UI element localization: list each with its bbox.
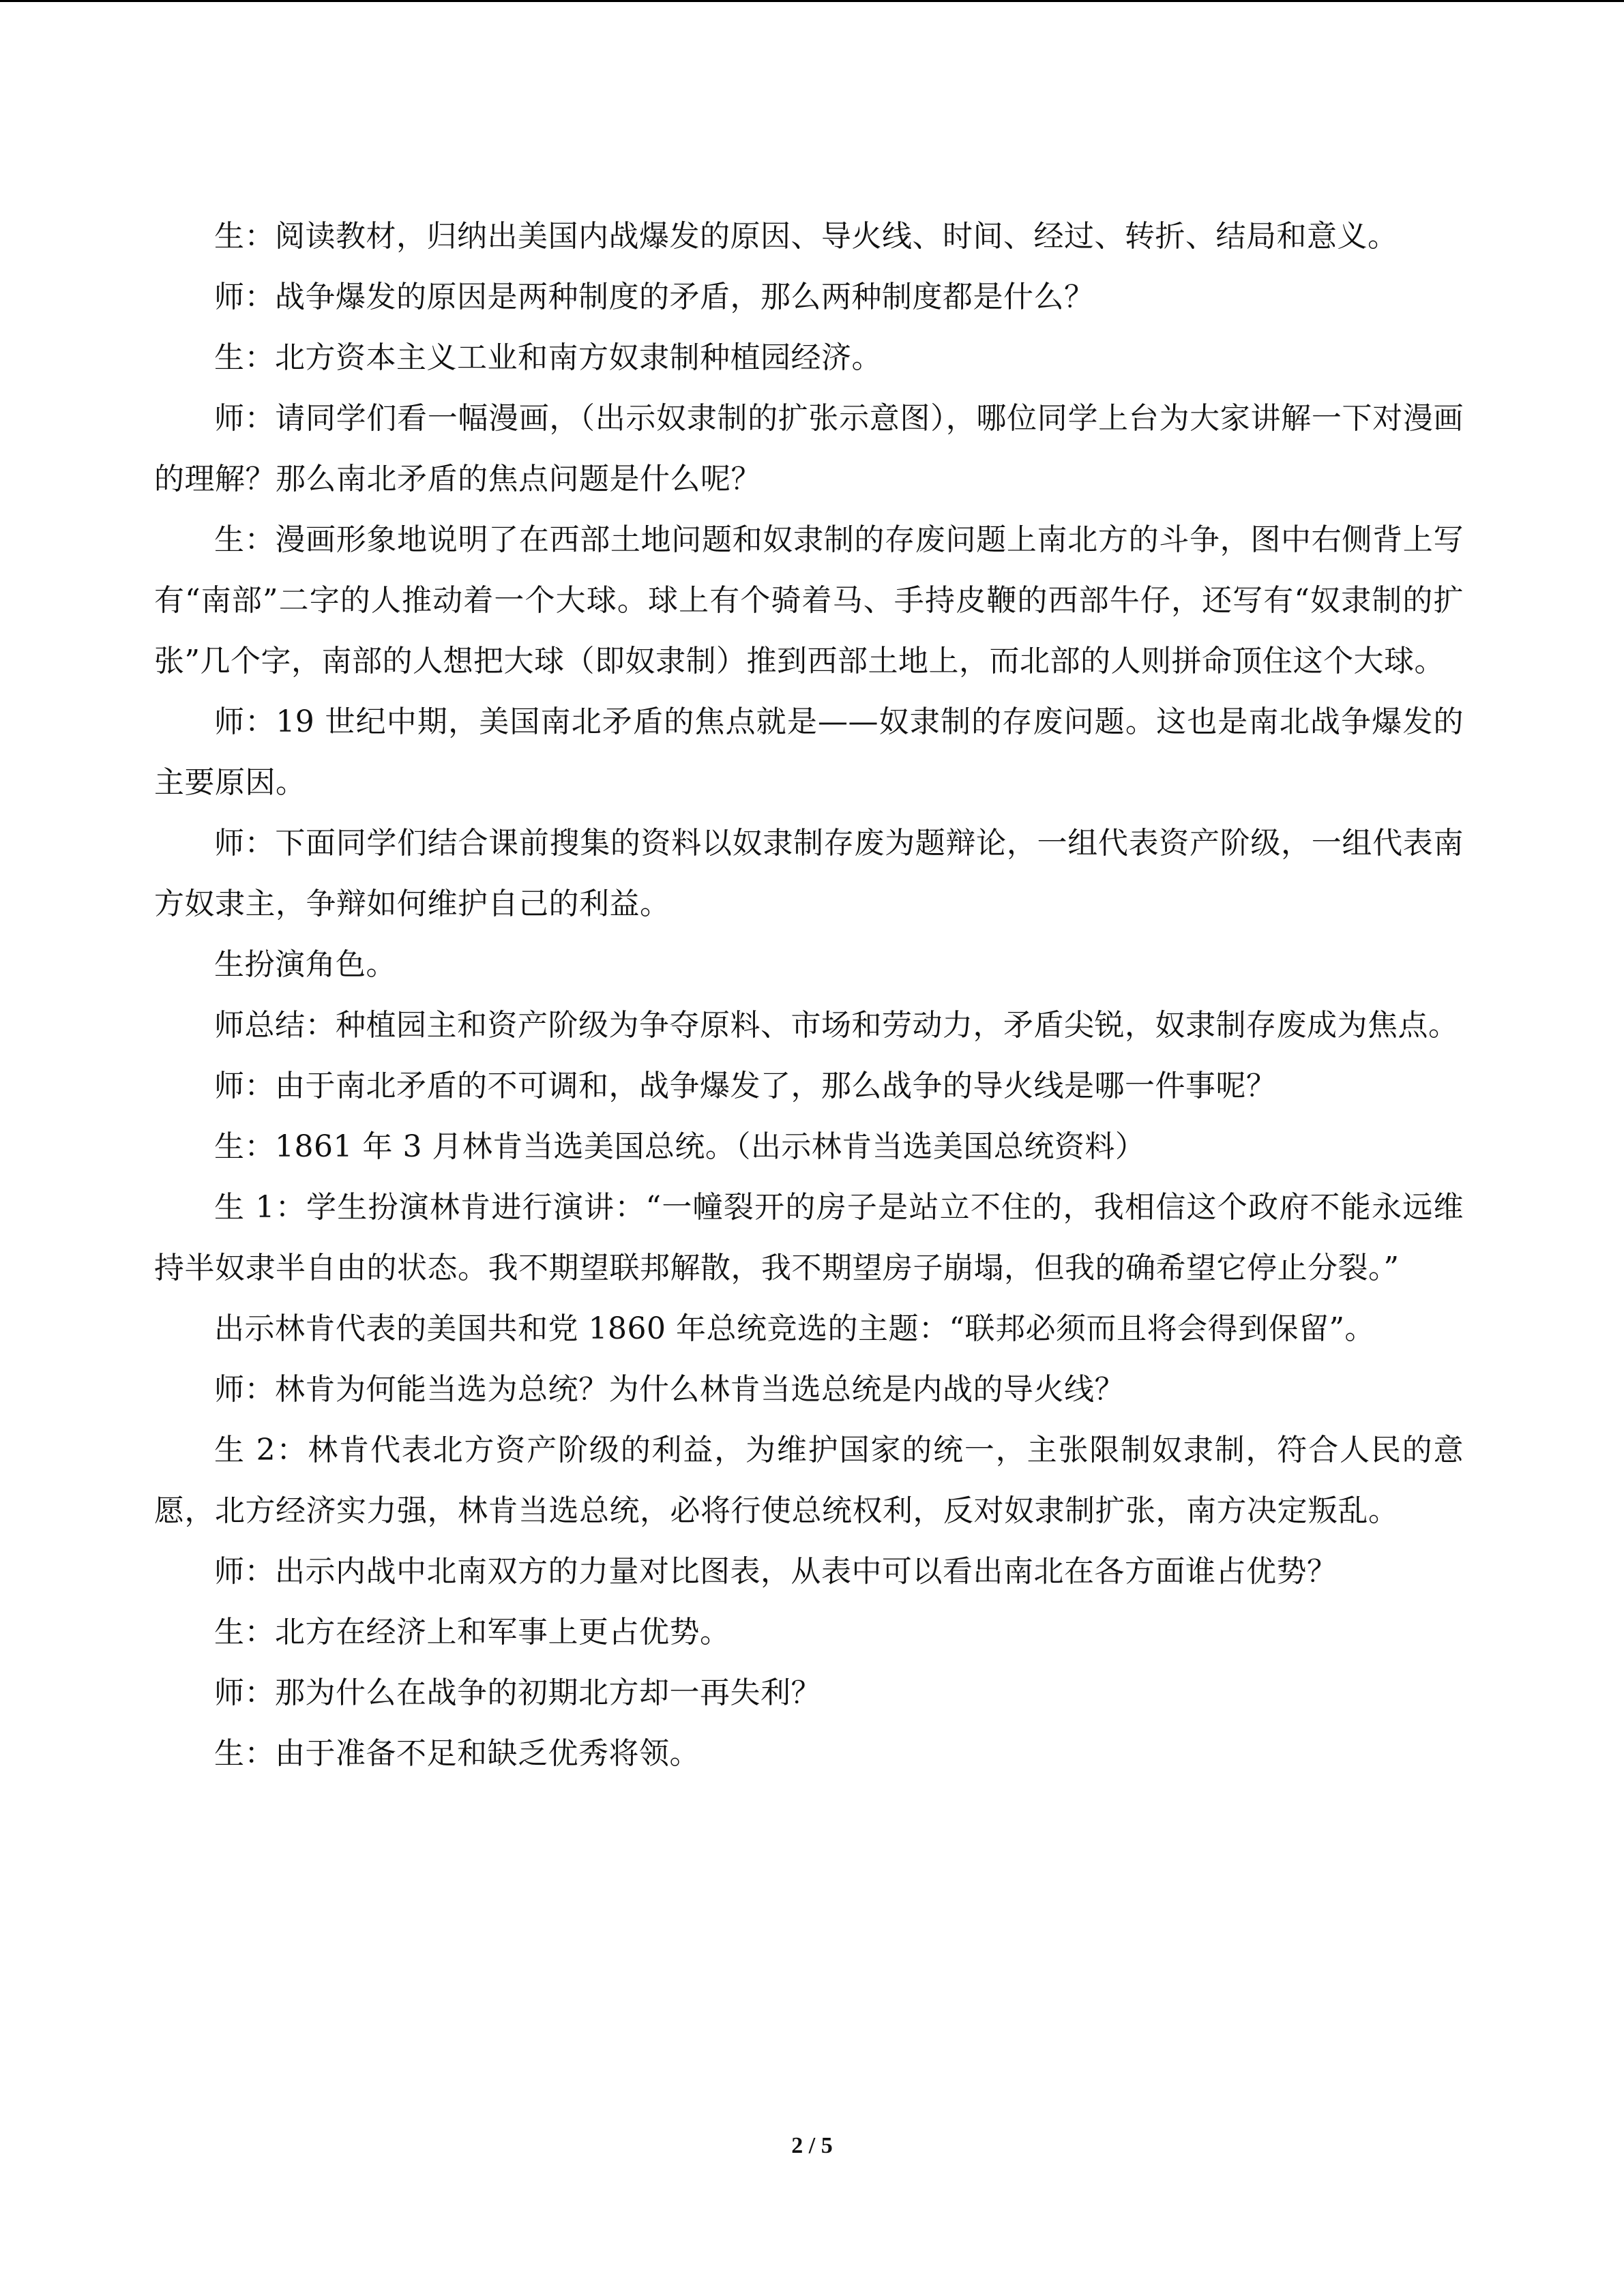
paragraph: 师：那为什么在战争的初期北方却一再失利？ bbox=[214, 1675, 821, 1710]
paragraph: 生：由于准备不足和缺乏优秀将领。 bbox=[214, 1736, 700, 1771]
paragraph: 师：19 世纪中期，美国南北矛盾的焦点就是——奴隶制的存废问题。这也是南北战争爆发的主要原因。 bbox=[154, 704, 1464, 800]
paragraph: 师：下面同学们结合课前搜集的资料以奴隶制存废为题辩论，一组代表资产阶级，一组代表南方奴隶主，争辩如何维护自己的利益。 bbox=[154, 826, 1464, 921]
paragraph: 生：阅读教材，归纳出美国内战爆发的原因、导火线、时间、经过、转折、结局和意义。 bbox=[214, 219, 1398, 254]
paragraph: 师：战争爆发的原因是两种制度的矛盾，那么两种制度都是什么？ bbox=[214, 280, 1095, 314]
paragraph: 生：漫画形象地说明了在西部土地问题和奴隶制的存废问题上南北方的斗争，图中右侧背上写有“南部”二字的人推动着一个大球。球上有个骑着马、手持皮鞭的西部牛仔，还写有“奴隶制的扩张”几个字，南部的人想把大球（即奴隶制）推到西部土地上，而北部的人则拼命顶住这个大球。 bbox=[154, 522, 1464, 679]
paragraph: 生：北方资本主义工业和南方奴隶制种植园经济。 bbox=[214, 340, 882, 375]
paragraph: 师：请同学们看一幅漫画，（出示奴隶制的扩张示意图），哪位同学上台为大家讲解一下对漫画的理解？那么南北矛盾的焦点问题是什么呢？ bbox=[154, 401, 1464, 496]
paragraph: 生 2：林肯代表北方资产阶级的利益，为维护国家的统一，主张限制奴隶制，符合人民的意愿，北方经济实力强，林肯当选总统，必将行使总统权利，反对奴隶制扩张，南方决定叛乱。 bbox=[154, 1433, 1464, 1528]
document-body bbox=[154, 206, 1464, 1784]
paragraph: 师：由于南北矛盾的不可调和，战争爆发了，那么战争的导火线是哪一件事呢？ bbox=[214, 1069, 1277, 1103]
paragraph: 生：1861 年 3 月林肯当选美国总统。（出示林肯当选美国总统资料） bbox=[214, 1129, 1146, 1164]
paragraph: 师总结：种植园主和资产阶级为争夺原料、市场和劳动力，矛盾尖锐，奴隶制存废成为焦点。 bbox=[214, 1008, 1459, 1043]
paragraph: 出示林肯代表的美国共和党 1860 年总统竞选的主题：“联邦必须而且将会得到保留”。 bbox=[214, 1311, 1375, 1346]
top-border-line bbox=[0, 0, 1624, 2]
paragraph: 生 1：学生扮演林肯进行演讲：“一幢裂开的房子是站立不住的，我相信这个政府不能永远维持半奴隶半自由的状态。我不期望联邦解散，我不期望房子崩塌，但我的确希望它停止分裂。” bbox=[154, 1190, 1464, 1285]
paragraph: 生扮演角色。 bbox=[214, 947, 396, 982]
page-number: 2 / 5 bbox=[791, 2133, 833, 2158]
paragraph: 师：出示内战中北南双方的力量对比图表，从表中可以看出南北在各方面谁占优势？ bbox=[214, 1554, 1338, 1589]
paragraph: 师：林肯为何能当选为总统？为什么林肯当选总统是内战的导火线？ bbox=[214, 1372, 1125, 1407]
paragraph: 生：北方在经济上和军事上更占优势。 bbox=[214, 1615, 730, 1650]
